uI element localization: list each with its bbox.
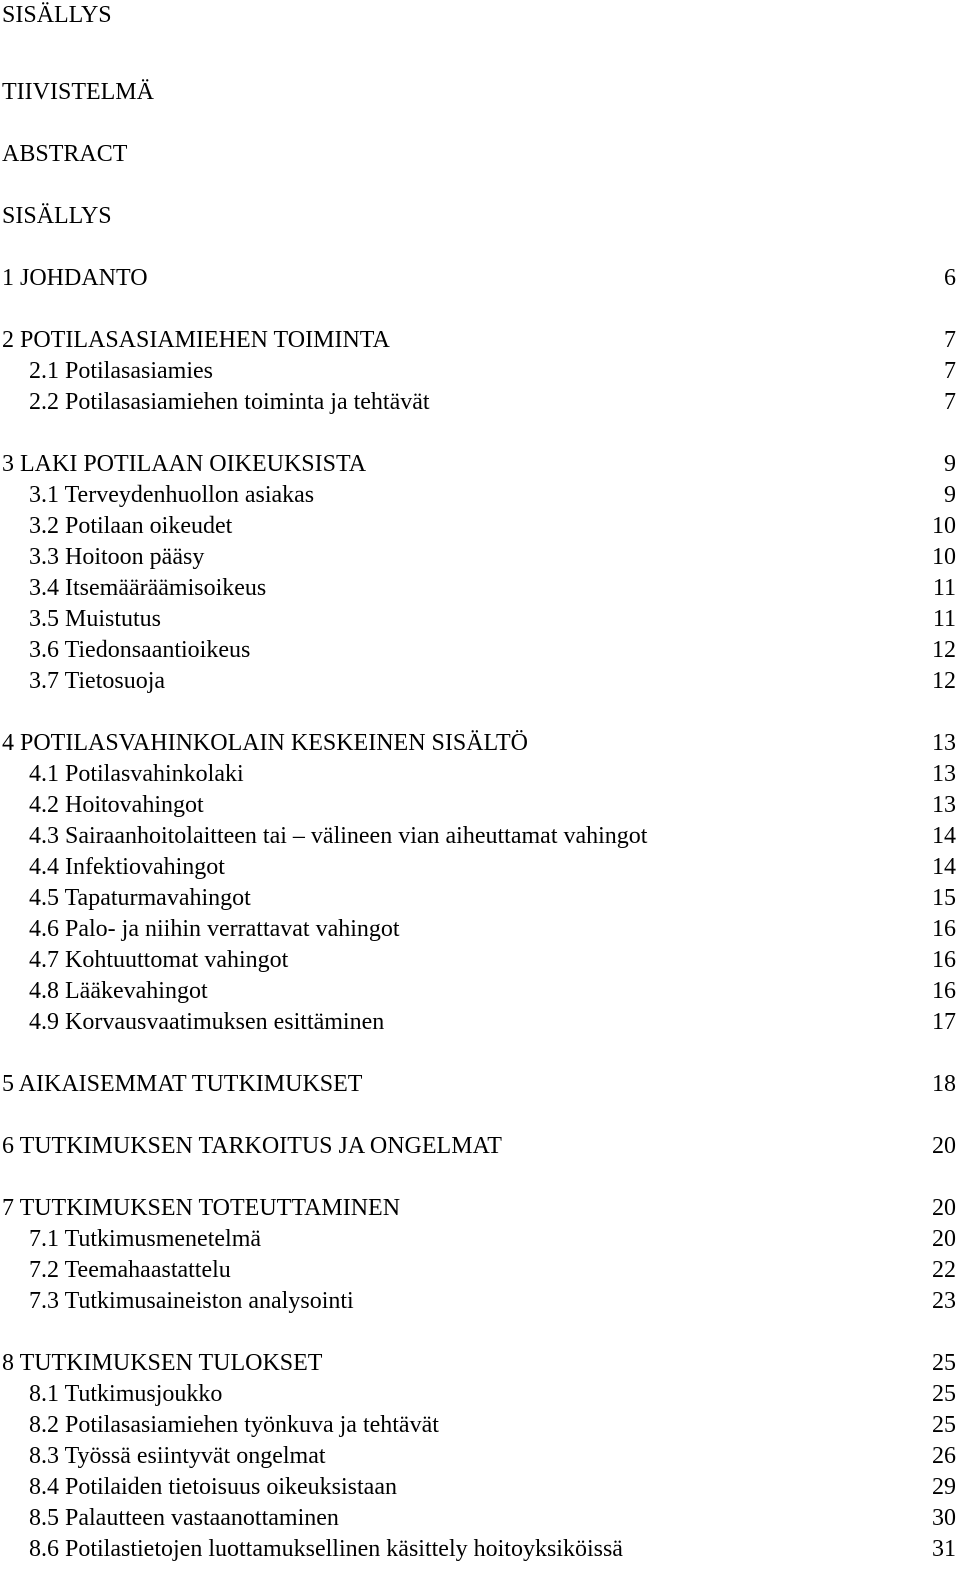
toc-entry-title: 4.1 Potilasvahinkolaki xyxy=(29,761,244,787)
toc-entry-section[interactable] xyxy=(2,1441,956,1472)
toc-entry-title: 4.7 Kohtuuttomat vahingot xyxy=(29,947,289,973)
toc-entry-section[interactable] xyxy=(2,852,956,883)
toc-entry-title: 1 JOHDANTO xyxy=(2,265,148,291)
toc-entry-title: 3.2 Potilaan oikeudet xyxy=(29,513,233,539)
toc-entry-title: 8.2 Potilasasiamiehen työnkuva ja tehtävät xyxy=(29,1412,439,1438)
toc-entry-section[interactable] xyxy=(2,1286,956,1317)
toc-entry-title: 8.4 Potilaiden tietoisuus oikeuksistaan xyxy=(29,1474,397,1500)
toc-entry-title: 3.1 Terveydenhuollon asiakas xyxy=(29,482,315,508)
toc-entry-page: 7 xyxy=(944,327,956,353)
toc-front-matter-item[interactable] xyxy=(2,77,956,108)
toc-entry-title: 4.6 Palo- ja niihin verrattavat vahingot xyxy=(29,916,400,942)
toc-entry-page: 14 xyxy=(932,854,956,880)
toc-entry-title: 2.2 Potilasasiamiehen toiminta ja tehtävät xyxy=(29,389,430,415)
toc-entry-page: 25 xyxy=(932,1412,956,1438)
toc-entry-page: 10 xyxy=(932,544,956,570)
toc-entry-page: 9 xyxy=(944,482,956,508)
toc-entry-page: 16 xyxy=(932,947,956,973)
toc-entry-chapter[interactable] xyxy=(2,325,956,356)
toc-entry-page: 12 xyxy=(932,637,956,663)
toc-entry-section[interactable] xyxy=(2,635,956,666)
toc-entry-section[interactable] xyxy=(2,759,956,790)
toc-entry-section[interactable] xyxy=(2,1255,956,1286)
toc-entry-chapter[interactable] xyxy=(2,1069,956,1100)
toc-entry-page: 25 xyxy=(932,1381,956,1407)
toc-entry-title: 4.9 Korvausvaatimuksen esittäminen xyxy=(29,1009,385,1035)
toc-front-matter-text: SISÄLLYS xyxy=(2,203,112,229)
toc-entry-chapter[interactable] xyxy=(2,728,956,759)
toc-heading-text: SISÄLLYS xyxy=(2,2,112,28)
toc-entry-title: 3.4 Itsemääräämisoikeus xyxy=(29,575,267,601)
toc-entry-page: 29 xyxy=(932,1474,956,1500)
toc-entry-section[interactable] xyxy=(2,356,956,387)
toc-entry-title: 4.3 Sairaanhoitolaitteen tai – välineen vian aiheuttamat vahingot xyxy=(29,823,648,849)
toc-front-matter-text: TIIVISTELMÄ xyxy=(2,79,154,105)
toc-entry-page: 11 xyxy=(932,575,956,601)
toc-entry-title: 8.1 Tutkimusjoukko xyxy=(29,1381,223,1407)
toc-entry-chapter[interactable] xyxy=(2,449,956,480)
toc-entry-title: 3.6 Tiedonsaantioikeus xyxy=(29,637,251,663)
toc-entry-title: 2 POTILASASIAMIEHEN TOIMINTA xyxy=(2,327,390,353)
toc-entry-title: 8.3 Työssä esiintyvät ongelmat xyxy=(29,1443,326,1469)
toc-entry-section[interactable] xyxy=(2,542,956,573)
toc-entry-page: 22 xyxy=(932,1257,956,1283)
toc-entry-title: 3.3 Hoitoon pääsy xyxy=(29,544,205,570)
toc-entry-page: 31 xyxy=(932,1536,956,1562)
toc-entry-page: 13 xyxy=(932,792,956,818)
toc-entry-chapter[interactable] xyxy=(2,1193,956,1224)
toc-entry-title: 7.2 Teemahaastattelu xyxy=(29,1257,231,1283)
toc-entry-page: 10 xyxy=(932,513,956,539)
toc-entry-section[interactable] xyxy=(2,1472,956,1503)
toc-entry-title: 8 TUTKIMUKSEN TULOKSET xyxy=(2,1350,323,1376)
toc-entry-section[interactable] xyxy=(2,883,956,914)
toc-entry-page: 17 xyxy=(932,1009,956,1035)
toc-entry-page: 23 xyxy=(932,1288,956,1314)
toc-entry-page: 18 xyxy=(932,1071,956,1097)
toc-entry-section[interactable] xyxy=(2,790,956,821)
toc-entry-section[interactable] xyxy=(2,1503,956,1534)
toc-entry-title: 3 LAKI POTILAAN OIKEUKSISTA xyxy=(2,451,367,477)
toc-front-matter-text: ABSTRACT xyxy=(2,141,128,167)
toc-entry-title: 8.6 Potilastietojen luottamuksellinen käsittely hoitoyksiköissä xyxy=(29,1536,623,1562)
toc-entry-chapter[interactable] xyxy=(2,263,956,294)
toc-entry-page: 7 xyxy=(944,358,956,384)
toc-entry-title: 4.2 Hoitovahingot xyxy=(29,792,204,818)
toc-entry-section[interactable] xyxy=(2,604,956,635)
toc-entry-page: 9 xyxy=(944,451,956,477)
toc-entry-page: 30 xyxy=(932,1505,956,1531)
toc-entry-section[interactable] xyxy=(2,976,956,1007)
toc-heading xyxy=(2,0,956,31)
toc-entry-section[interactable] xyxy=(2,945,956,976)
toc-entry-page: 25 xyxy=(932,1350,956,1376)
toc-entry-title: 7.3 Tutkimusaineiston analysointi xyxy=(29,1288,354,1314)
toc-entry-page: 7 xyxy=(944,389,956,415)
toc-entry-title: 8.5 Palautteen vastaanottaminen xyxy=(29,1505,339,1531)
toc-entry-title: 4.4 Infektiovahingot xyxy=(29,854,225,880)
toc-entry-section[interactable] xyxy=(2,1379,956,1410)
toc-entry-section[interactable] xyxy=(2,1224,956,1255)
toc-entry-title: 7 TUTKIMUKSEN TOTEUTTAMINEN xyxy=(2,1195,401,1221)
toc-entry-page: 26 xyxy=(932,1443,956,1469)
toc-entry-page: 13 xyxy=(932,761,956,787)
toc-entry-page: 20 xyxy=(932,1195,956,1221)
toc-entry-title: 7.1 Tutkimusmenetelmä xyxy=(29,1226,262,1252)
toc-entry-title: 4.5 Tapaturmavahingot xyxy=(29,885,251,911)
toc-entry-section[interactable] xyxy=(2,1534,956,1565)
toc-entry-page: 11 xyxy=(932,606,956,632)
toc-entry-section[interactable] xyxy=(2,511,956,542)
toc-front-matter-item[interactable] xyxy=(2,201,956,232)
toc-entry-page: 14 xyxy=(932,823,956,849)
toc-entry-page: 6 xyxy=(944,265,956,291)
toc-entry-section[interactable] xyxy=(2,666,956,697)
toc-entry-title: 4 POTILASVAHINKOLAIN KESKEINEN SISÄLTÖ xyxy=(2,730,528,756)
toc-entry-page: 12 xyxy=(932,668,956,694)
toc-entry-title: 3.7 Tietosuoja xyxy=(29,668,166,694)
toc-entry-title: 4.8 Lääkevahingot xyxy=(29,978,208,1004)
toc-entry-page: 16 xyxy=(932,916,956,942)
toc-entry-section[interactable] xyxy=(2,1007,956,1038)
toc-entry-section[interactable] xyxy=(2,387,956,418)
toc-front-matter-item[interactable] xyxy=(2,139,956,170)
toc-entry-section[interactable] xyxy=(2,573,956,604)
toc-entry-page: 20 xyxy=(932,1226,956,1252)
toc-entry-chapter[interactable] xyxy=(2,1348,956,1379)
toc-entry-page: 13 xyxy=(932,730,956,756)
toc-entry-title: 2.1 Potilasasiamies xyxy=(29,358,213,384)
toc-entry-section[interactable] xyxy=(2,821,956,852)
toc-entry-page: 16 xyxy=(932,978,956,1004)
toc-entry-title: 6 TUTKIMUKSEN TARKOITUS JA ONGELMAT xyxy=(2,1133,502,1159)
toc-entry-page: 15 xyxy=(932,885,956,911)
toc-entry-title: 5 AIKAISEMMAT TUTKIMUKSET xyxy=(2,1071,363,1097)
toc-entry-page: 20 xyxy=(932,1133,956,1159)
toc-entry-section[interactable] xyxy=(2,1410,956,1441)
toc-entry-section[interactable] xyxy=(2,480,956,511)
toc-entry-title: 3.5 Muistutus xyxy=(29,606,162,632)
toc-entry-chapter[interactable] xyxy=(2,1131,956,1162)
toc-entry-section[interactable] xyxy=(2,914,956,945)
